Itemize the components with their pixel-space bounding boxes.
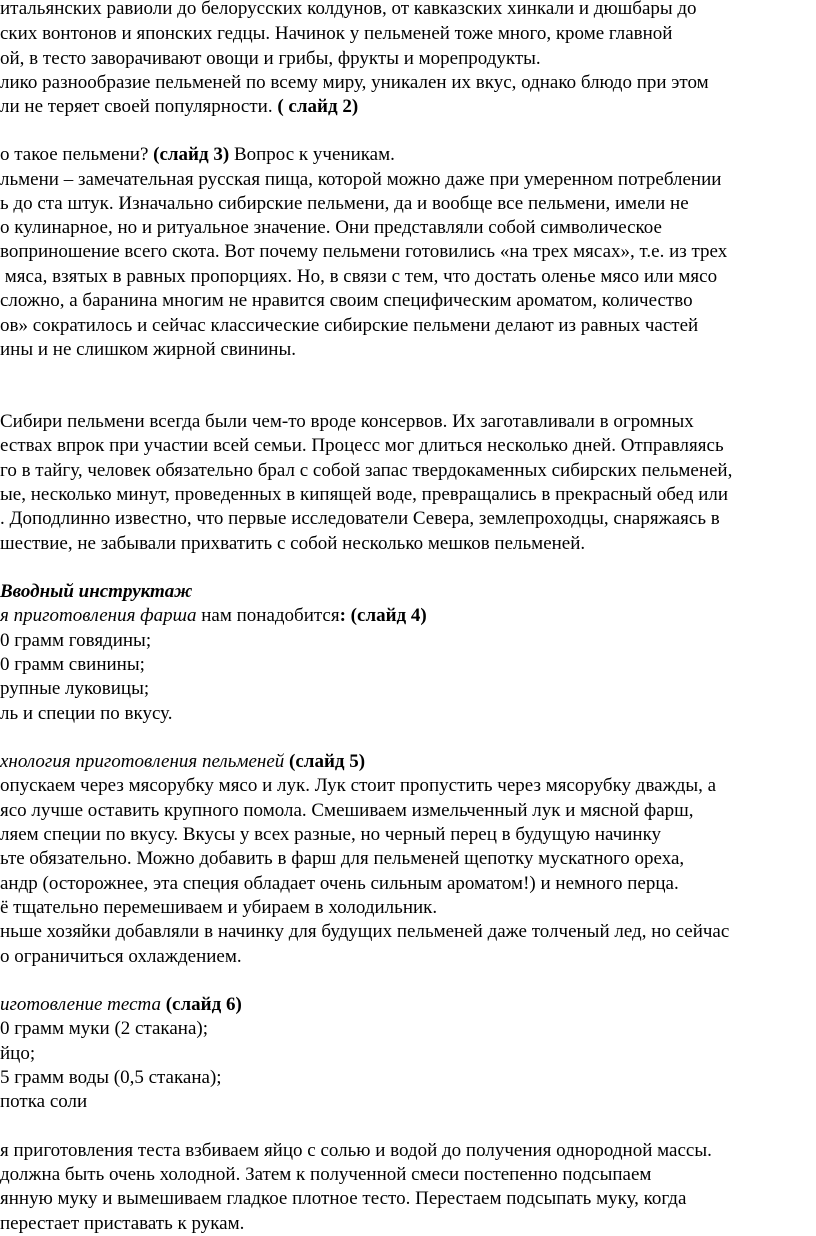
text-line [0, 823, 661, 847]
text-line [0, 1187, 686, 1211]
text-run: ьте обязательно. Можно добавить в фарш для пельменей щепотку мускатного ореха, [0, 848, 685, 869]
text-run: ляем специи по вкусу. Вкусы у всех разные, но черный перец в будущую начинку [0, 824, 662, 845]
text-line [0, 265, 717, 289]
text-line [0, 95, 358, 119]
text-run: льмени – замечательная русская пища, которой можно даже при умеренном потреблении [0, 169, 722, 190]
text-line [0, 459, 732, 483]
text-run: рупные луковицы; [0, 678, 150, 699]
text-run: потка соли [0, 1091, 88, 1112]
text-run: итальянских равиоли до белорусских колдунов, от кавказских хинкали и дюшбары до [0, 0, 697, 19]
text-line [0, 1139, 712, 1163]
text-run: о такое пельмени? [0, 144, 154, 165]
text-run: воприношение всего скота. Вот почему пельмени готовились «на трех мясах», т.е. из трех [0, 241, 728, 262]
text-run: ов» сократилось и сейчас классические сибирские пельмени делают из равных частей [0, 315, 699, 336]
text-run: ь до ста штук. Изначально сибирские пельмени, да и вообще все пельмени, имели не [0, 193, 689, 214]
text-line [0, 1066, 222, 1090]
text-run: ль и специи по вкусу. [0, 703, 173, 724]
text-run: го в тайгу, человек обязательно брал с собой запас твердокаменных сибирских пельменей, [0, 460, 733, 481]
text-run: шествие, не забывали прихватить с собой несколько мешков пельменей. [0, 533, 586, 554]
text-run: о ограничиться охлаждением. [0, 946, 242, 967]
text-line [0, 774, 716, 798]
text-line [0, 434, 724, 458]
text-run: лико разнообразие пельменей по всему миру, уникален их вкус, однако блюдо при этом [0, 72, 709, 93]
text-line [0, 580, 192, 604]
text-line [0, 945, 242, 969]
text-run: ё тщательно перемешиваем и убираем в холодильник. [0, 897, 438, 918]
italic-text-run: иготовление теста [0, 994, 161, 1015]
text-line [0, 532, 585, 556]
text-run: о кулинарное, но и ритуальное значение. Они представляли собой символическое [0, 217, 662, 238]
text-line [0, 0, 697, 21]
text-line [0, 314, 698, 338]
text-line [0, 289, 693, 313]
text-run: 5 грамм воды (0,5 стакана); [0, 1067, 222, 1088]
text-line [0, 677, 149, 701]
bold-text-run: : (слайд 4) [339, 605, 427, 626]
text-line [0, 240, 727, 264]
bold-text-run: (слайд 3) [153, 144, 230, 165]
text-line [0, 920, 729, 944]
text-run: 0 грамм говядины; [0, 630, 152, 651]
bold-text-run: (слайд 5) [289, 751, 366, 772]
text-run: ые, несколько минут, проведенных в кипящей воде, превращались в прекрасный обед или [0, 484, 729, 505]
text-run: 0 грамм муки (2 стакана); [0, 1018, 209, 1039]
text-run: ских вонтонов и японских гедцы. Начинок у пельменей тоже много, кроме главной [0, 23, 673, 44]
text-line [0, 47, 541, 71]
text-run: йцо; [0, 1043, 36, 1064]
text-line [0, 143, 395, 167]
text-run: янную муку и вымешиваем гладкое плотное тесто. Перестаем подсыпать муку, когда [0, 1188, 687, 1209]
text-line [0, 1090, 87, 1114]
text-line [0, 799, 694, 823]
text-line [0, 1163, 651, 1187]
text-line [0, 1042, 35, 1066]
text-run: Сибири пельмени всегда были чем-то вроде консервов. Их заготавливали в огромных [0, 411, 694, 432]
bold-text-run: (слайд 6) [165, 994, 242, 1015]
text-line [0, 338, 296, 362]
text-line [0, 1017, 208, 1041]
text-line [0, 629, 151, 653]
text-run: опускаем через мясорубку мясо и лук. Лук стоит пропустить через мясорубку дважды, а [0, 775, 717, 796]
text-line [0, 483, 728, 507]
text-line [0, 410, 694, 434]
italic-text-run: я приготовления фарша [0, 605, 197, 626]
text-run: . Доподлинно известно, что первые исследователи Севера, землепроходцы, снаряжаясь в [0, 508, 720, 529]
text-run: ли не теряет своей популярности. [0, 96, 278, 117]
text-run: я приготовления теста взбиваем яйцо с солью и водой до получения однородной массы. [0, 1140, 712, 1161]
text-line [0, 993, 242, 1017]
text-run: 0 грамм свинины; [0, 654, 145, 675]
text-line [0, 168, 721, 192]
text-run: перестает приставать к рукам. [0, 1213, 245, 1234]
text-line [0, 872, 679, 896]
text-run: ой, в тесто заворачивают овощи и грибы, фрукты и морепродукты. [0, 48, 541, 69]
text-line [0, 847, 684, 871]
text-line [0, 896, 437, 920]
text-line [0, 71, 709, 95]
text-line [0, 507, 720, 531]
text-run: Вопрос к ученикам. [229, 144, 395, 165]
text-run: ньше хозяйки добавляли в начинку для будущих пельменей даже толченый лед, но сейчас [0, 921, 730, 942]
text-line [0, 192, 689, 216]
text-run: андр (осторожнее, эта специя обладает очень сильным ароматом!) и немного перца. [0, 873, 679, 894]
text-run: должна быть очень холодной. Затем к полученной смеси постепенно подсыпаем [0, 1164, 652, 1185]
section-heading: Вводный инструктаж [0, 581, 193, 602]
bold-text-run: ( слайд 2) [277, 96, 359, 117]
text-line [0, 604, 427, 628]
text-line [0, 653, 145, 677]
text-line [0, 22, 672, 46]
italic-text-run: хнология приготовления пельменей [0, 751, 285, 772]
text-run: ины и не слишком жирной свинины. [0, 339, 296, 360]
text-line [0, 750, 365, 774]
text-run: мяса, взятых в равных пропорциях. Но, в связи с тем, что достать оленье мясо или мясо [0, 266, 718, 287]
text-run: сложно, а баранина многим не нравится своим специфическим ароматом, количество [0, 290, 693, 311]
text-line [0, 702, 172, 726]
text-line [0, 216, 662, 240]
text-run: нам понадобится [196, 605, 340, 626]
text-run: ествах впрок при участии всей семьи. Процесс мог длиться несколько дней. Отправляясь [0, 435, 724, 456]
text-run: ясо лучше оставить крупного помола. Смешиваем измельченный лук и мясной фарш, [0, 800, 694, 821]
text-line [0, 1212, 244, 1236]
